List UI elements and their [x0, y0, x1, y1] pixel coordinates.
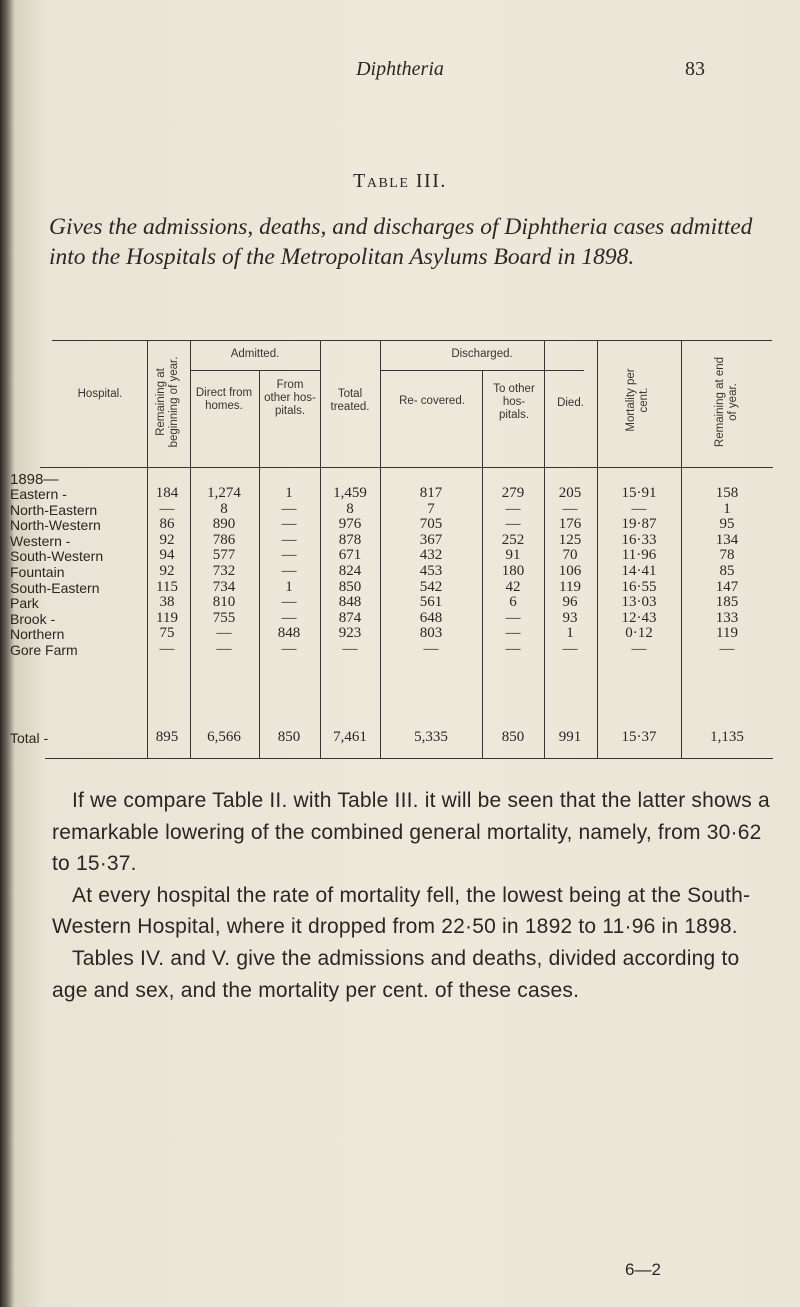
table-cell: 1	[285, 578, 293, 595]
table-cell: —	[281, 500, 297, 517]
table-cell: —	[505, 609, 521, 626]
signature-mark: 6—2	[625, 1260, 661, 1279]
table-cell: 878	[338, 531, 362, 548]
table-cell: 252	[501, 531, 525, 548]
col-rule	[190, 340, 191, 758]
table-cell: 96	[562, 594, 578, 611]
table-cell: 119	[156, 609, 178, 626]
col-rule	[482, 370, 483, 758]
header-remaining-end: Remaining at end of year.	[714, 356, 739, 448]
table-cell: 786	[212, 531, 236, 548]
table-cell: 38	[159, 594, 175, 611]
table-cell: —	[281, 531, 297, 548]
header-bottom-rule	[40, 467, 773, 468]
table-cell: 75	[159, 625, 175, 642]
header-mortality: Mortality per cent.	[625, 368, 650, 432]
table-cell: 92	[159, 563, 175, 579]
table-cell: 205	[558, 485, 582, 501]
table-cell: 185	[715, 594, 739, 611]
table-cell: —	[281, 563, 297, 579]
table-cell: —	[281, 516, 297, 533]
table-cell: 16·55	[621, 578, 657, 595]
header-admitted: Admitted.	[230, 348, 280, 360]
table-cell: —	[631, 500, 647, 517]
table-cell: 6	[509, 594, 517, 611]
table-cell: —	[216, 625, 232, 642]
table-cell: 874	[338, 609, 362, 626]
table-cell: —	[281, 609, 297, 626]
table-bottom-rule	[45, 758, 773, 759]
running-title: Diphtheria	[356, 58, 444, 80]
table-cell: 106	[558, 563, 582, 579]
header-remaining-start: Remaining at beginning of year.	[155, 356, 180, 448]
table-cell: 94	[159, 547, 175, 564]
table-cell: 86	[159, 516, 175, 533]
paragraph: If we compare Table II. with Table III. it will be seen that the latter shows a remarkable lowering of the combined general mortality, namely, from 30·62 to 15·37.	[52, 789, 770, 876]
table-cell: 133	[715, 609, 739, 626]
table-cell: —	[281, 547, 297, 564]
row-label: North-Eastern	[10, 501, 98, 518]
table-cell: 671	[338, 547, 362, 564]
table-cell: 1	[723, 500, 731, 517]
table-cell: 158	[715, 485, 739, 501]
table-cell: 279	[501, 485, 525, 501]
row-label: South-Eastern	[10, 579, 100, 596]
table-cell: 180	[501, 563, 525, 579]
table-cell: 1,459	[333, 485, 367, 501]
table-title: Table III.	[353, 170, 447, 192]
table-cell: —	[505, 516, 521, 533]
table-cell: 577	[212, 547, 236, 564]
table-cell: 42	[505, 578, 521, 595]
table-cell: 0·12	[625, 625, 653, 642]
table-cell: 755	[212, 609, 236, 626]
table-cell: 115	[156, 578, 178, 595]
table-cell: 7,461	[333, 729, 367, 745]
table-cell: 732	[212, 563, 236, 579]
table-cell: 8	[346, 500, 354, 517]
table-cell: 923	[338, 625, 362, 642]
table-top-rule	[52, 340, 772, 341]
table-cell: 850	[338, 578, 362, 595]
row-label: Total -	[10, 730, 49, 746]
table-cell: —	[216, 641, 232, 657]
table-cell: 134	[715, 531, 739, 548]
table-cell: 8	[220, 500, 228, 517]
header-total-treated: Total treated.	[330, 388, 370, 413]
table-cell: 13·03	[621, 594, 657, 611]
table-cell: 12·43	[621, 609, 657, 626]
table-cell: 1,135	[710, 729, 744, 745]
header-died: Died.	[557, 397, 584, 409]
table-cell: 19·87	[621, 516, 657, 533]
table-cell: 432	[419, 547, 443, 564]
header-from-other: From other hos- pitals.	[264, 379, 316, 417]
table-cell: —	[423, 641, 439, 657]
table-cell: —	[505, 500, 521, 517]
col-rule	[147, 340, 148, 758]
page-number: 83	[685, 58, 705, 80]
table-cell: 817	[419, 485, 443, 501]
table-cell: 85	[719, 563, 735, 579]
table-cell: 1	[566, 625, 574, 642]
table-cell: 976	[338, 516, 362, 533]
table-cell: 803	[419, 625, 443, 642]
table-cell: 367	[419, 531, 443, 548]
row-label: Eastern -	[10, 486, 67, 502]
table-cell: 7	[427, 500, 435, 517]
row-label: Fountain	[10, 564, 65, 580]
table-cell: 705	[419, 516, 443, 533]
table-cell: 850	[501, 729, 525, 745]
table-cell: 824	[338, 563, 362, 579]
table-cell: 850	[277, 729, 301, 745]
header-discharged: Discharged.	[451, 348, 513, 360]
table-cell: —	[159, 500, 175, 517]
table-cell: 176	[558, 516, 582, 533]
table-cell: —	[505, 641, 521, 657]
table-cell: —	[505, 625, 521, 642]
table-cell: 16·33	[621, 531, 657, 548]
table-cell: —	[562, 500, 578, 517]
table-cell: 848	[277, 625, 301, 642]
header-hospital: Hospital.	[77, 388, 123, 400]
row-label: South-Western	[10, 548, 104, 565]
table-cell: 15·91	[621, 485, 657, 501]
table-cell: —	[631, 641, 647, 657]
col-rule	[320, 340, 321, 758]
table-cell: 14·41	[621, 563, 657, 579]
table-cell: 92	[159, 531, 175, 548]
col-rule	[380, 340, 381, 758]
table-cell: 648	[419, 609, 443, 626]
paragraph: At every hospital the rate of mortality fell, the lowest being at the South-Western Hospital, where it dropped from 22·50 in 1892 to 11·96 in 1898.	[52, 883, 751, 939]
table-cell: —	[159, 641, 175, 657]
table-cell: 6,566	[207, 729, 241, 745]
table-cell: 93	[562, 609, 578, 626]
admitted-group-rule	[190, 370, 320, 371]
paragraph: Tables IV. and V. give the admissions and deaths, divided according to age and sex, and the mortality per cent. of these cases.	[52, 946, 740, 1002]
table-cell: 78	[719, 547, 735, 564]
table-cell: —	[342, 641, 358, 657]
table-cell: 70	[562, 547, 578, 564]
table-cell: 561	[419, 594, 443, 611]
table-cell: 147	[715, 578, 739, 595]
row-label: Park	[10, 595, 39, 612]
table-cell: —	[281, 594, 297, 611]
table-cell: 5,335	[414, 729, 448, 745]
table-cell: 1,274	[207, 485, 241, 501]
header-direct: Direct from homes.	[195, 387, 253, 412]
body-text	[52, 785, 772, 1006]
table-cell: 895	[155, 729, 179, 745]
header-to-other: To other hos- pitals.	[493, 383, 535, 421]
table-cell: 734	[212, 578, 236, 595]
table-cell: 119	[559, 578, 581, 595]
row-label: Brook -	[10, 610, 56, 627]
table-cell: —	[281, 641, 297, 657]
table-cell: 125	[558, 531, 582, 548]
header-recovered: Re- covered.	[399, 395, 465, 407]
table-cell: 453	[419, 563, 443, 579]
table-cell: 15·37	[621, 729, 657, 745]
table-cell: 991	[558, 729, 582, 745]
table-cell: 890	[212, 516, 236, 533]
col-rule	[681, 340, 682, 758]
row-label: Gore Farm	[10, 642, 78, 658]
year-label: 1898—	[10, 471, 59, 488]
table-cell: 11·96	[621, 547, 657, 564]
col-rule	[259, 370, 260, 758]
table-cell: 184	[155, 485, 179, 501]
table-cell: —	[562, 641, 578, 657]
table-cell: 810	[212, 594, 236, 611]
row-label: Western -	[10, 532, 71, 549]
table-cell: —	[719, 641, 735, 657]
table-cell: 91	[505, 547, 521, 564]
statistics-table	[10, 340, 775, 760]
table-cell: 95	[719, 516, 735, 533]
row-label: North-Western	[10, 517, 101, 534]
table-cell: 542	[419, 578, 443, 595]
table-cell: 119	[716, 625, 738, 642]
col-rule	[597, 340, 598, 758]
row-label: Northern	[10, 626, 65, 643]
table-caption: Gives the admissions, deaths, and discharges of Diphtheria cases admitted into the Hospitals of the Metropolitan Asylums Board in 1898.	[49, 214, 753, 270]
table-cell: 848	[338, 594, 362, 611]
table-cell: 1	[285, 485, 293, 501]
